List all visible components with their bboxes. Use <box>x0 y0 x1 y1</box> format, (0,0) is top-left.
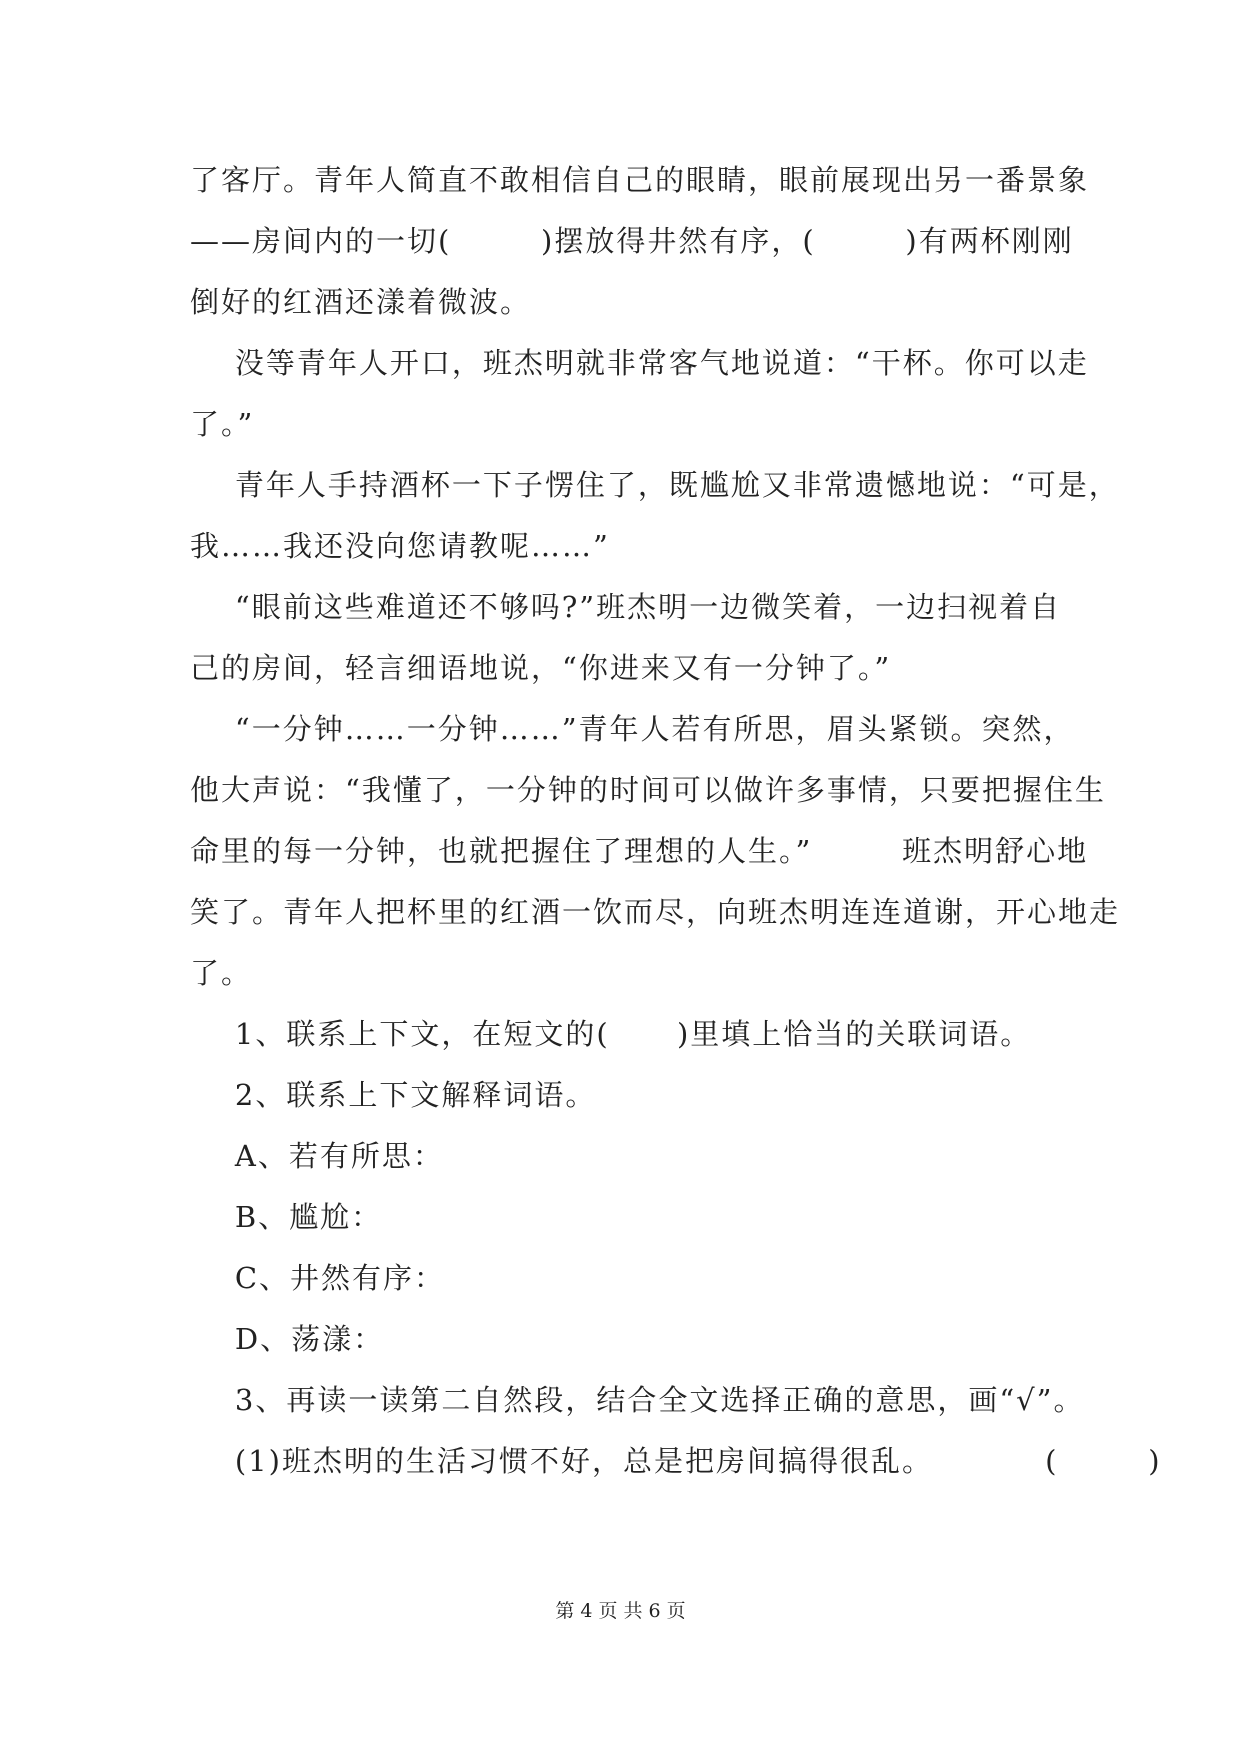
text-line: 青年人手持酒杯一下子愣住了，既尴尬又非常遗憾地说：“可是， <box>190 468 1120 502</box>
text-line: ——房间内的一切( )摆放得井然有序，( )有两杯刚刚 <box>190 224 1074 258</box>
question-2: 2、联系上下文解释词语。 <box>190 1078 597 1112</box>
text-line: 了。” <box>190 407 255 441</box>
text-line: 倒好的红酒还漾着微波。 <box>190 285 532 319</box>
text-line: 笑了。青年人把杯里的红酒一饮而尽，向班杰明连连道谢，开心地走 <box>190 895 1121 929</box>
text-line: 了。 <box>190 956 253 990</box>
text-line: “眼前这些难道还不够吗?”班杰明一边微笑着，一边扫视着自 <box>190 590 1062 624</box>
text-line: “一分钟……一分钟……”青年人若有所思，眉头紧锁。突然， <box>190 712 1075 746</box>
question-3: 3、再读一读第二自然段，结合全文选择正确的意思，画“√”。 <box>190 1383 1085 1417</box>
question-1: 1、联系上下文，在短文的( )里填上恰当的关联词语。 <box>190 1017 1032 1051</box>
text-line: 命里的每一分钟，也就把握住了理想的人生。” 班杰明舒心地 <box>190 834 1089 868</box>
text-line: 了客厅。青年人简直不敢相信自己的眼睛，眼前展现出另一番景象 <box>190 163 1090 197</box>
text-line: 己的房间，轻言细语地说，“你进来又有一分钟了。” <box>190 651 892 685</box>
vocab-item-b: B、尴尬： <box>190 1200 383 1234</box>
vocab-item-a: A、若有所思： <box>190 1139 444 1173</box>
page-footer: 第 4 页 共 6 页 <box>555 1600 686 1622</box>
text-line: 没等青年人开口，班杰明就非常客气地说道：“干杯。你可以走 <box>190 346 1089 380</box>
vocab-item-d: D、荡漾： <box>190 1322 385 1356</box>
vocab-item-c: C、井然有序： <box>190 1261 446 1295</box>
text-line: 他大声说：“我懂了，一分钟的时间可以做许多事情，只要把握住生 <box>190 773 1106 807</box>
choice-1: (1)班杰明的生活习惯不好，总是把房间搞得很乱。 ( ) <box>190 1444 1162 1478</box>
text-line: 我……我还没向您请教呢……” <box>190 529 610 563</box>
